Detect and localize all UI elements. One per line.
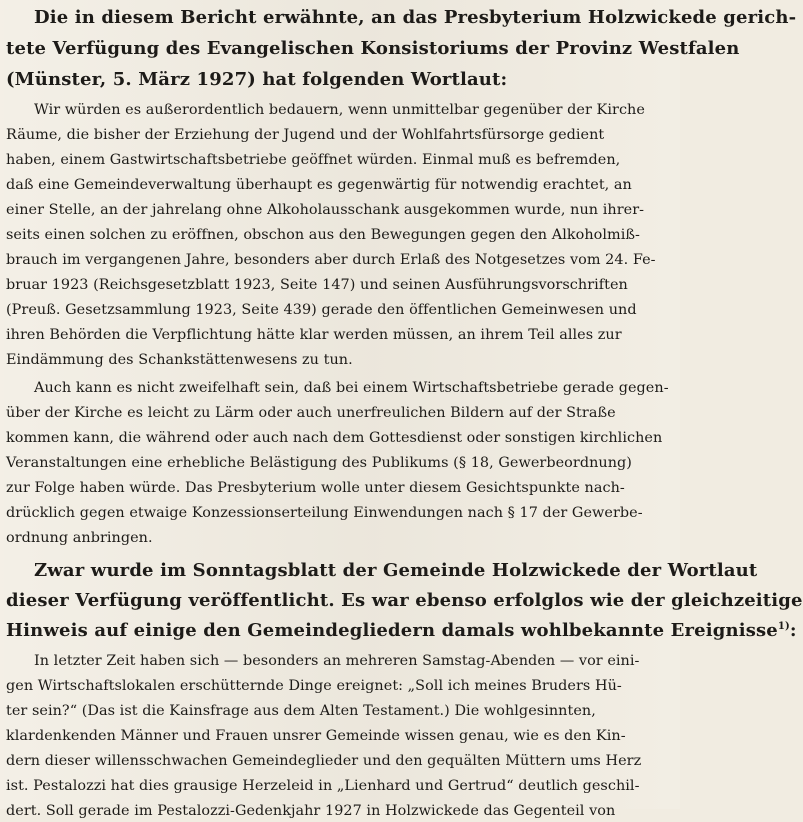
text-line: dieser Verfügung veröffentlicht. Es war ebenso erfolglos wie der gleichzeitige (6, 590, 803, 611)
text-line: dern dieser willensschwachen Gemeindeglieder und den gequälten Müttern ums Herz (6, 753, 642, 769)
text-line: (Preuß. Gesetzsammlung 1923, Seite 439) gerade den öffentlichen Gemeinwesen und (6, 302, 637, 318)
text-line: seits einen solchen zu eröffnen, obschon aus den Bewegungen gegen den Alkoholmiß- (6, 227, 640, 243)
text-line: über der Kirche es leicht zu Lärm oder auch unerfreulichen Bildern auf der Straße (6, 405, 616, 421)
text-line (6, 618, 797, 646)
text-line: Auch kann es nicht zweifelhaft sein, daß bei einem Wirtschaftsbetriebe gerade gegen- (34, 380, 669, 396)
text-line: daß eine Gemeindeverwaltung überhaupt es gegenwärtig für notwendig erachtet, an (6, 177, 632, 193)
text-line: tete Verfügung des Evangelischen Konsistoriums der Provinz Westfalen (6, 38, 740, 59)
text-line: brauch im vergangenen Jahre, besonders aber durch Erlaß des Notgesetzes vom 24. Fe- (6, 252, 656, 268)
text-line: ihren Behörden die Verpflichtung hätte klar werden müssen, an ihrem Teil alles zur (6, 327, 622, 343)
text-line: Die in diesem Bericht erwähnte, an das Presbyterium Holzwickede gerich- (34, 7, 797, 28)
text-line: In letzter Zeit haben sich — besonders an mehreren Samstag-Abenden — vor eini- (34, 653, 640, 669)
text-line: gen Wirtschaftslokalen erschütternde Dinge ereignet: „Soll ich meines Bruders Hü- (6, 678, 622, 694)
text-line: Wir würden es außerordentlich bedauern, wenn unmittelbar gegenüber der Kirche (34, 102, 645, 118)
text-line: haben, einem Gastwirtschaftsbetriebe geöffnet würden. Einmal muß es befremden, (6, 152, 621, 168)
text-line: Eindämmung des Schankstättenwesens zu tun. (6, 352, 353, 368)
text-line: bruar 1923 (Reichsgesetzblatt 1923, Seite 147) und seinen Ausführungsvorschriften (6, 277, 628, 293)
text-line: dert. Soll gerade im Pestalozzi-Gedenkjahr 1927 in Holzwickede das Gegenteil von (6, 803, 616, 819)
footnote-marker: 1) (777, 621, 790, 632)
text-line: klardenkenden Männer und Frauen unsrer Gemeinde wissen genau, wie es den Kin- (6, 728, 626, 744)
colon: : (789, 620, 797, 641)
text-line: Zwar wurde im Sonntagsblatt der Gemeinde Holzwickede der Wortlaut (34, 560, 758, 581)
text-span: Hinweis auf einige den Gemeindegliedern damals wohlbekannte Ereignisse (6, 620, 778, 641)
text-line: Räume, die bisher der Erziehung der Jugend und der Wohlfahrtsfürsorge gedient (6, 127, 605, 143)
text-line: (Münster, 5. März 1927) hat folgenden Wortlaut: (6, 69, 508, 90)
text-line: Veranstaltungen eine erhebliche Belästigung des Publikums (§ 18, Gewerbeordnung) (6, 455, 632, 471)
text-line: zur Folge haben würde. Das Presbyterium wolle unter diesem Gesichtspunkte nach- (6, 480, 625, 496)
text-line: ter sein?“ (Das ist die Kainsfrage aus dem Alten Testament.) Die wohlgesinnten, (6, 703, 596, 719)
text-line: ordnung anbringen. (6, 530, 153, 546)
text-line: einer Stelle, an der jahrelang ohne Alkoholausschank ausgekommen wurde, nun ihrer- (6, 202, 645, 218)
text-line: ist. Pestalozzi hat dies grausige Herzeleid in „Lienhard und Gertrud“ deutlich geschil- (6, 778, 640, 794)
text-line: kommen kann, die während oder auch nach dem Gottesdienst oder sonstigen kirchlichen (6, 430, 663, 446)
text-line: drücklich gegen etwaige Konzessionserteilung Einwendungen nach § 17 der Gewerbe- (6, 505, 643, 521)
